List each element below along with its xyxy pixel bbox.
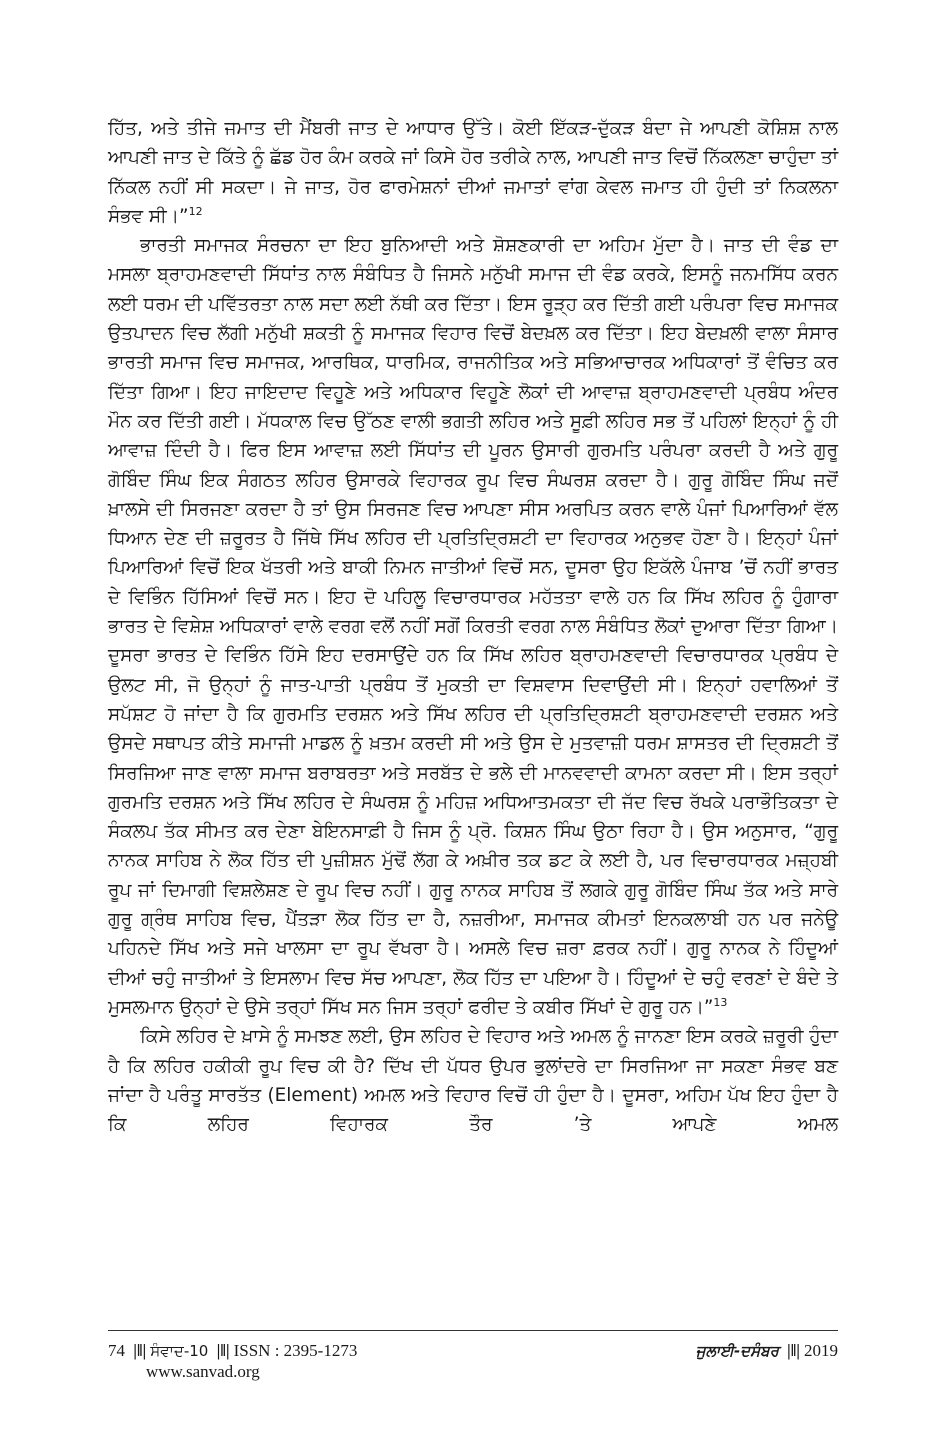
journal-name: ਸੰਵਾਦ-10 xyxy=(150,1342,209,1360)
article-body xyxy=(108,114,838,1139)
paragraph-3 xyxy=(108,1022,838,1139)
footnote-ref-13: 13 xyxy=(713,995,728,1009)
website-url: www.sanvad.org xyxy=(146,1362,260,1381)
paragraph-1 xyxy=(108,114,838,231)
page-number: 74 xyxy=(108,1341,125,1360)
issue-period: ਜੁਲਾਈ-ਦਸੰਬਰ xyxy=(695,1342,779,1360)
issn: ISSN : 2395-1273 xyxy=(233,1341,358,1360)
paragraph-2 xyxy=(108,231,838,1022)
footer-separator: |‖| xyxy=(787,1341,800,1360)
footer-right xyxy=(696,1337,838,1365)
footer-separator: |‖| xyxy=(133,1341,147,1360)
paragraph-3-text: ਕਿਸੇ ਲਹਿਰ ਦੇ ਖ਼ਾਸੇ ਨੂੰ ਸਮਝਣ ਲਈ, ਉਸ ਲਹਿਰ ਦੇ ਵਿਹਾਰ ਅਤੇ ਅਮਲ ਨੂੰ ਜਾਨਣਾ ਇਸ ਕਰਕੇ ਜ਼ਰੂਰੀ ਹੁੰਦਾ ਹੈ ਕਿ ਲਹਿਰ ਹਕੀਕੀ ਰੂਪ ਵਿਚ ਕੀ ਹੈ? ਦਿੱਖ ਦੀ ਪੱਧਰ ਉਪਰ ਭੁਲਾਂਦਰੇ ਦਾ ਸਿਰਜਿਆ ਜਾ ਸਕਣਾ ਸੰਭਵ ਬਣ ਜਾਂਦਾ ਹੈ ਪਰੰਤੂ ਸਾਰਤੱਤ (Element) ਅਮਲ ਅਤੇ ਵਿਹਾਰ ਵਿਚੋਂ ਹੀ ਹੁੰਦਾ ਹੈ। ਦੂਸਰਾ, ਅਹਿਮ ਪੱਖ ਇਹ ਹੁੰਦਾ ਹੈ ਕਿ ਲਹਿਰ ਵਿਹਾਰਕ ਤੌਰ ’ਤੇ ਆਪਣੇ ਅਮਲ xyxy=(108,1026,838,1136)
issue-year: 2019 xyxy=(804,1341,838,1360)
footer-rule xyxy=(108,1330,838,1331)
paragraph-2-text: ਭਾਰਤੀ ਸਮਾਜਕ ਸੰਰਚਨਾ ਦਾ ਇਹ ਬੁਨਿਆਦੀ ਅਤੇ ਸ਼ੋਸ਼ਣਕਾਰੀ ਦਾ ਅਹਿਮ ਮੁੱਦਾ ਹੈ। ਜਾਤ ਦੀ ਵੰਡ ਦਾ ਮਸਲਾ ਬ੍ਰਾਹਮਣਵਾਦੀ ਸਿੱਧਾਂਤ ਨਾਲ ਸੰਬੰਧਿਤ ਹੈ ਜਿਸਨੇ ਮਨੁੱਖੀ ਸਮਾਜ ਦੀ ਵੰਡ ਕਰਕੇ, ਇਸਨੂੰ ਜਨਮਸਿੱਧ ਕਰਨ ਲਈ ਧਰਮ ਦੀ ਪਵਿੱਤਰਤਾ ਨਾਲ ਸਦਾ ਲਈ ਨੱਥੀ ਕਰ ਦਿੱਤਾ। ਇਸ ਰੂੜ੍ਹ ਕਰ ਦਿੱਤੀ ਗਈ ਪਰੰਪਰਾ ਵਿਚ ਸਮਾਜਕ ਉਤਪਾਦਨ ਵਿਚ ਲੱਗੀ ਮਨੁੱਖੀ ਸ਼ਕਤੀ ਨੂੰ ਸਮਾਜਕ ਵਿਹਾਰ ਵਿਚੋਂ ਬੇਦਖ਼ਲ ਕਰ ਦਿੱਤਾ। ਇਹ ਬੇਦਖ਼ਲੀ ਵਾਲਾ ਸੰਸਾਰ ਭਾਰਤੀ ਸਮਾਜ ਵਿਚ ਸਮਾਜਕ, ਆਰਥਿਕ, ਧਾਰਮਿਕ, ਰਾਜਨੀਤਿਕ ਅਤੇ ਸਭਿਆਚਾਰਕ ਅਧਿਕਾਰਾਂ ਤੋਂ ਵੰਚਿਤ ਕਰ ਦਿੱਤਾ ਗਿਆ। ਇਹ ਜਾਇਦਾਦ ਵਿਹੂਣੇ ਅਤੇ ਅਧਿਕਾਰ ਵਿਹੂਣੇ ਲੋਕਾਂ ਦੀ ਆਵਾਜ਼ ਬ੍ਰਾਹਮਣਵਾਦੀ ਪ੍ਰਬੰਧ ਅੰਦਰ ਮੌਨ ਕਰ ਦਿੱਤੀ ਗਈ। ਮੱਧਕਾਲ ਵਿਚ ਉੱਠਣ ਵਾਲੀ ਭਗਤੀ ਲਹਿਰ ਅਤੇ ਸੂਫ਼ੀ ਲਹਿਰ ਸਭ ਤੋਂ ਪਹਿਲਾਂ ਇਨ੍ਹਾਂ ਨੂੰ ਹੀ ਆਵਾਜ਼ ਦਿੰਦੀ ਹੈ। ਫਿਰ ਇਸ ਆਵਾਜ਼ ਲਈ ਸਿੱਧਾਂਤ ਦੀ ਪੂਰਨ ਉਸਾਰੀ ਗੁਰਮਤਿ ਪਰੰਪਰਾ ਕਰਦੀ ਹੈ ਅਤੇ ਗੁਰੂ ਗੋਬਿੰਦ ਸਿੰਘ ਇਕ ਸੰਗਠਤ ਲਹਿਰ ਉਸਾਰਕੇ ਵਿਹਾਰਕ ਰੂਪ ਵਿਚ ਸੰਘਰਸ਼ ਕਰਦਾ ਹੈ। ਗੁਰੂ ਗੋਬਿੰਦ ਸਿੰਘ ਜਦੋਂ ਖ਼ਾਲਸੇ ਦੀ ਸਿਰਜਣਾ ਕਰਦਾ ਹੈ ਤਾਂ ਉਸ ਸਿਰਜਣ ਵਿਚ ਆਪਣਾ ਸੀਸ ਅਰਪਿਤ ਕਰਨ ਵਾਲੇ ਪੰਜਾਂ ਪਿਆਰਿਆਂ ਵੱਲ ਧਿਆਨ ਦੇਣ ਦੀ ਜ਼ਰੂਰਤ ਹੈ ਜਿੱਥੇ ਸਿੱਖ ਲਹਿਰ ਦੀ ਪ੍ਰਤਿਦ੍ਰਿਸ਼ਟੀ ਦਾ ਵਿਹਾਰਕ ਅਨੁਭਵ ਹੋਣਾ ਹੈ। ਇਨ੍ਹਾਂ ਪੰਜਾਂ ਪਿਆਰਿਆਂ ਵਿਚੋਂ ਇਕ ਖੱਤਰੀ ਅਤੇ ਬਾਕੀ ਨਿਮਨ ਜਾਤੀਆਂ ਵਿਚੋਂ ਸਨ, ਦੂਸਰਾ ਉਹ ਇਕੱਲੇ ਪੰਜਾਬ ’ਚੋਂ ਨਹੀਂ ਭਾਰਤ ਦੇ ਵਿਭਿੰਨ ਹਿੱਸਿਆਂ ਵਿਚੋਂ ਸਨ। ਇਹ ਦੋ ਪਹਿਲੂ ਵਿਚਾਰਧਾਰਕ ਮਹੱਤਤਾ ਵਾਲੇ ਹਨ ਕਿ ਸਿੱਖ ਲਹਿਰ ਨੂੰ ਹੁੰਗਾਰਾ ਭਾਰਤ ਦੇ ਵਿਸ਼ੇਸ਼ ਅਧਿਕਾਰਾਂ ਵਾਲੇ ਵਰਗ ਵਲੋਂ ਨਹੀਂ ਸਗੋਂ ਕਿਰਤੀ ਵਰਗ ਨਾਲ ਸੰਬੰਧਿਤ ਲੋਕਾਂ ਦੁਆਰਾ ਦਿੱਤਾ ਗਿਆ। ਦੂਸਰਾ ਭਾਰਤ ਦੇ ਵਿਭਿੰਨ ਹਿੱਸੇ ਇਹ ਦਰਸਾਉਂਦੇ ਹਨ ਕਿ ਸਿੱਖ ਲਹਿਰ ਬ੍ਰਾਹਮਣਵਾਦੀ ਵਿਚਾਰਧਾਰਕ ਪ੍ਰਬੰਧ ਦੇ ਉਲਟ ਸੀ, ਜੋ ਉਨ੍ਹਾਂ ਨੂੰ ਜਾਤ-ਪਾਤੀ ਪ੍ਰਬੰਧ ਤੋਂ ਮੁਕਤੀ ਦਾ ਵਿਸ਼ਵਾਸ ਦਿਵਾਉਂਦੀ ਸੀ। ਇਨ੍ਹਾਂ ਹਵਾਲਿਆਂ ਤੋਂ ਸਪੱਸ਼ਟ ਹੋ ਜਾਂਦਾ ਹੈ ਕਿ ਗੁਰਮਤਿ ਦਰਸ਼ਨ ਅਤੇ ਸਿੱਖ ਲਹਿਰ ਦੀ ਪ੍ਰਤਿਦ੍ਰਿਸ਼ਟੀ ਬ੍ਰਾਹਮਣਵਾਦੀ ਦਰਸ਼ਨ ਅਤੇ ਉਸਦੇ ਸਥਾਪਤ ਕੀਤੇ ਸਮਾਜੀ ਮਾਡਲ ਨੂੰ ਖ਼ਤਮ ਕਰਦੀ ਸੀ ਅਤੇ ਉਸ ਦੇ ਮੁਤਵਾਜ਼ੀ ਧਰਮ ਸ਼ਾਸਤਰ ਦੀ ਦ੍ਰਿਸ਼ਟੀ ਤੋਂ ਸਿਰਜਿਆ ਜਾਣ ਵਾਲਾ ਸਮਾਜ ਬਰਾਬਰਤਾ ਅਤੇ ਸਰਬੱਤ ਦੇ ਭਲੇ ਦੀ ਮਾਨਵਵਾਦੀ ਕਾਮਨਾ ਕਰਦਾ ਸੀ। ਇਸ ਤਰ੍ਹਾਂ ਗੁਰਮਤਿ ਦਰਸ਼ਨ ਅਤੇ ਸਿੱਖ ਲਹਿਰ ਦੇ ਸੰਘਰਸ਼ ਨੂੰ ਮਹਿਜ਼ ਅਧਿਆਤਮਕਤਾ ਦੀ ਜੱਦ ਵਿਚ ਰੱਖਕੇ ਪਰਾਭੌਤਿਕਤਾ ਦੇ ਸੰਕਲਪ ਤੱਕ ਸੀਮਤ ਕਰ ਦੇਣਾ ਬੇਇਨਸਾਫ਼ੀ ਹੈ ਜਿਸ ਨੂੰ ਪ੍ਰੋ. ਕਿਸ਼ਨ ਸਿੰਘ ਉਠਾ ਰਿਹਾ ਹੈ। ਉਸ ਅਨੁਸਾਰ, “ਗੁਰੂ ਨਾਨਕ ਸਾਹਿਬ ਨੇ ਲੋਕ ਹਿੱਤ ਦੀ ਪੁਜ਼ੀਸ਼ਨ ਮੁੱਢੋਂ ਲੱਗ ਕੇ ਅਖ਼ੀਰ ਤਕ ਡਟ ਕੇ ਲਈ ਹੈ, ਪਰ ਵਿਚਾਰਧਾਰਕ ਮਜ਼੍ਹਬੀ ਰੂਪ ਜਾਂ ਦਿਮਾਗੀ ਵਿਸ਼ਲੇਸ਼ਣ ਦੇ ਰੂਪ ਵਿਚ ਨਹੀਂ। ਗੁਰੂ ਨਾਨਕ ਸਾਹਿਬ ਤੋਂ ਲਗਕੇ ਗੁਰੂ ਗੋਬਿੰਦ ਸਿੰਘ ਤੱਕ ਅਤੇ ਸਾਰੇ ਗੁਰੂ ਗ੍ਰੰਥ ਸਾਹਿਬ ਵਿਚ, ਪੈਂਤੜਾ ਲੋਕ ਹਿੱਤ ਦਾ ਹੈ, ਨਜ਼ਰੀਆ, ਸਮਾਜਕ ਕੀਮਤਾਂ ਇਨਕਲਾਬੀ ਹਨ ਪਰ ਜਨੇਊ ਪਹਿਨਦੇ ਸਿੱਖ ਅਤੇ ਸਜੇ ਖਾਲਸਾ ਦਾ ਰੂਪ ਵੱਖਰਾ ਹੈ। ਅਸਲੇ ਵਿਚ ਜ਼ਰਾ ਫ਼ਰਕ ਨਹੀਂ। ਗੁਰੂ ਨਾਨਕ ਨੇ ਹਿੰਦੂਆਂ ਦੀਆਂ ਚਹੁੰ ਜਾਤੀਆਂ ਤੇ ਇਸਲਾਮ ਵਿਚ ਸੱਚ ਆਪਣਾ, ਲੋਕ ਹਿੱਤ ਦਾ ਪਇਆ ਹੈ। ਹਿੰਦੂਆਂ ਦੇ ਚਹੁੰ ਵਰਣਾਂ ਦੇ ਬੰਦੇ ਤੇ ਮੁਸਲਮਾਨ ਉਨ੍ਹਾਂ ਦੇ ਉਸੇ ਤਰ੍ਹਾਂ ਸਿੱਖ ਸਨ ਜਿਸ ਤਰ੍ਹਾਂ ਫਰੀਦ ਤੇ ਕਬੀਰ ਸਿੱਖਾਂ ਦੇ ਗੁਰੂ ਹਨ।” xyxy=(108,235,838,1018)
footer-separator: |‖| xyxy=(216,1341,230,1360)
paragraph-1-text: ਹਿੱਤ, ਅਤੇ ਤੀਜੇ ਜਮਾਤ ਦੀ ਮੈਂਬਰੀ ਜਾਤ ਦੇ ਆਧਾਰ ਉੱਤੇ। ਕੋਈ ਇੱਕੜ-ਦੁੱਕੜ ਬੰਦਾ ਜੇ ਆਪਣੀ ਕੋਸ਼ਿਸ਼ ਨਾਲ ਆਪਣੀ ਜਾਤ ਦੇ ਕਿੱਤੇ ਨੂੰ ਛੱਡ ਹੋਰ ਕੰਮ ਕਰਕੇ ਜਾਂ ਕਿਸੇ ਹੋਰ ਤਰੀਕੇ ਨਾਲ, ਆਪਣੀ ਜਾਤ ਵਿਚੋਂ ਨਿੱਕਲਣਾ ਚਾਹੁੰਦਾ ਤਾਂ ਨਿੱਕਲ ਨਹੀਂ ਸੀ ਸਕਦਾ। ਜੇ ਜਾਤ, ਹੋਰ ਫਾਰਮੇਸ਼ਨਾਂ ਦੀਆਂ ਜਮਾਤਾਂ ਵਾਂਗ ਕੇਵਲ ਜਮਾਤ ਹੀ ਹੁੰਦੀ ਤਾਂ ਨਿਕਲਨਾ ਸੰਭਵ ਸੀ।” xyxy=(108,118,838,227)
footnote-ref-12: 12 xyxy=(188,204,203,218)
